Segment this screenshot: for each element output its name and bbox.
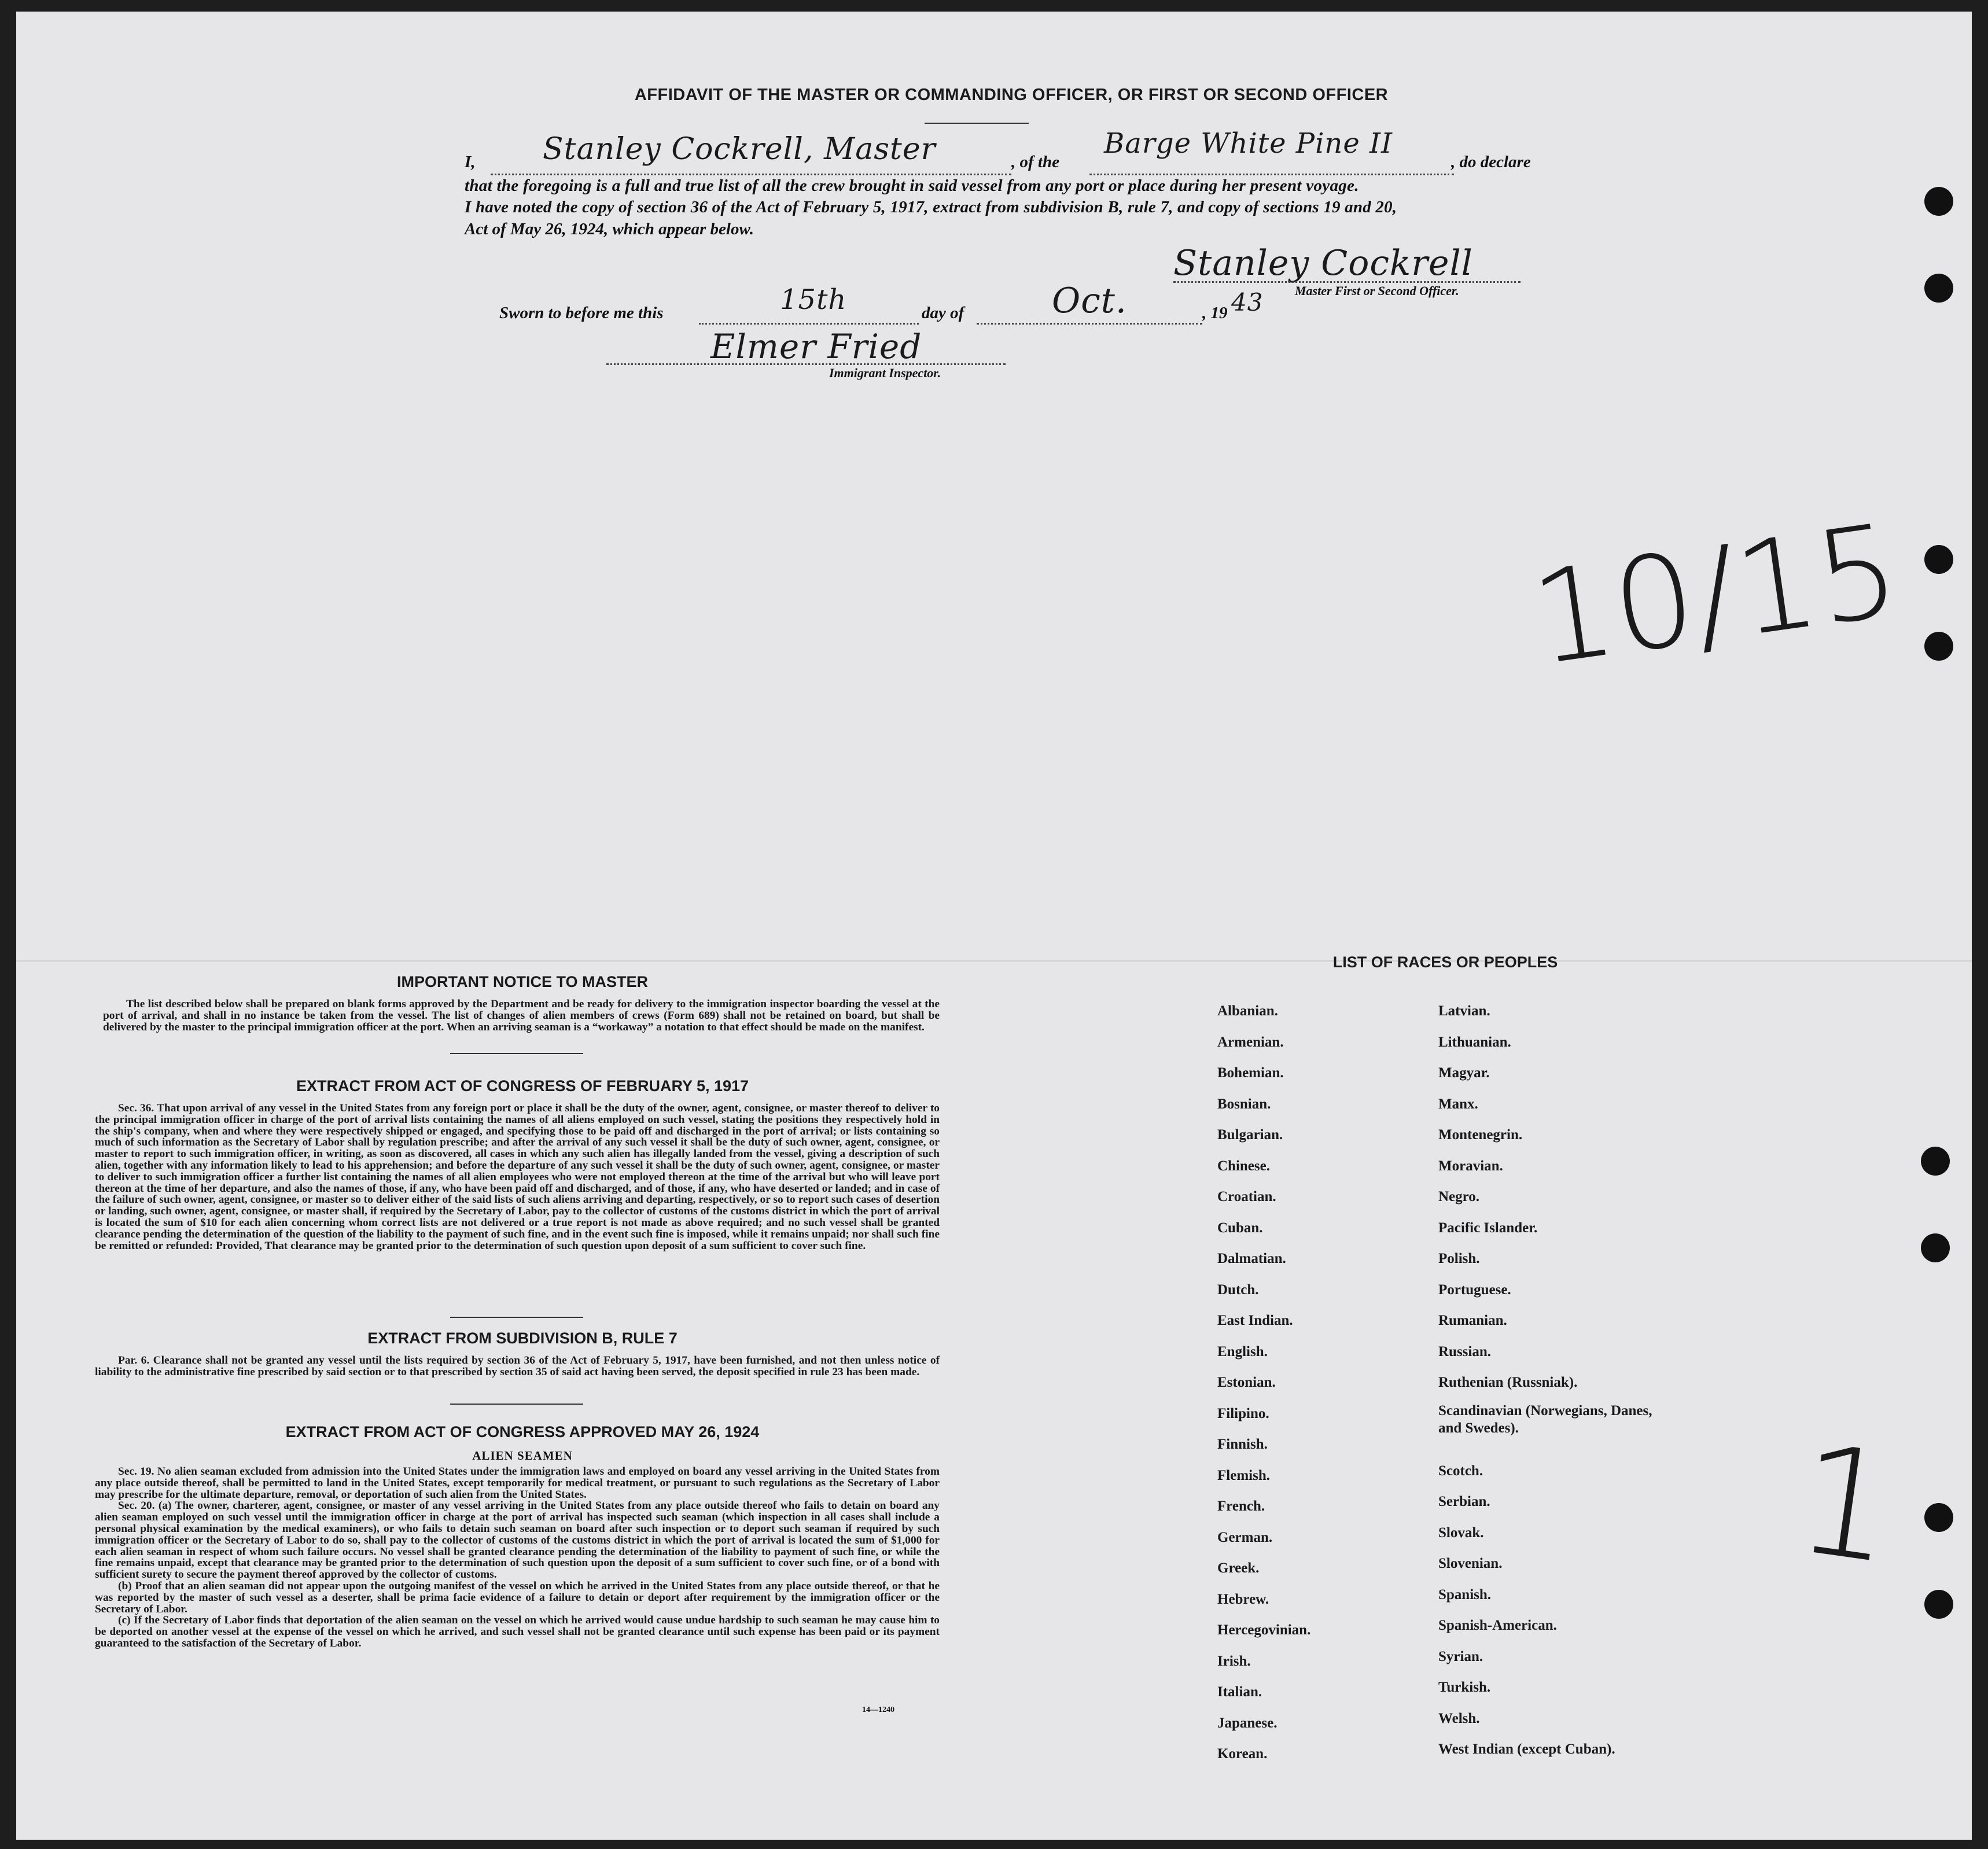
divider [450, 1053, 583, 1054]
race-item: Bulgarian. [1217, 1127, 1283, 1143]
race-item: Chinese. [1217, 1158, 1270, 1174]
race-item: Pacific Islander. [1438, 1220, 1538, 1236]
par-6-paragraph: Par. 6. Clearance shall not be granted any vessel until the lists required by section 36 of the Act of February 5, 1917, have been furnished, and not then unless notice of liability to the administrative fine prescribed by said section or to that prescribed by section 35 of said act having been served, the deposit specified in rule 23 has been made. [95, 1354, 940, 1378]
notice-text [103, 999, 940, 1033]
race-item: West Indian (except Cuban). [1438, 1741, 1615, 1757]
race-item: Syrian. [1438, 1648, 1483, 1664]
sworn-year-prefix: , 19 [1202, 304, 1228, 322]
punch-hole [1921, 1147, 1950, 1176]
punch-hole [1924, 187, 1953, 216]
affidavit-do-declare: , do declare [1451, 153, 1531, 171]
race-item: Flemish. [1217, 1467, 1270, 1483]
name-blank [491, 174, 1011, 175]
sec-36-paragraph: Sec. 36. That upon arrival of any vessel in the United States from any foreign port or place it shall be the duty of the owner, agent, consignee, or master thereof to deliver to the principal immigration officer in charge of the port of arrival lists containing the names of all aliens employed on such vessel, stating the positions they respectively hold in the ship's company, when and where they were respectively shipped or engaged, and specifying those to be paid off and discharged in the port of arrival; or lists containing so much of such information as the Secretary of Labor shall by regulation prescribe; and after the arrival of any such vessel it shall be the duty of such owner, agent, consignee, or master to report to such immigration officer, in writing, as soon as discovered, all cases in which any such alien has illegally landed from the vessel, giving a description of such alien, together with any information likely to lead to his apprehension; and before the departure of any such vessel it shall be the duty of such owner, agent, consignee, or master to deliver to such immigration officer a further list containing the names of all alien employees who were not employed thereon at the time of the arrival but who will leave port thereon at the time of her departure, and also the names of those, if any, who have been paid off and discharged, and of those, if any, who have deserted or landed; and in case of the failure of such owner, agent, consignee, or master so to deliver either of the said lists of such aliens arriving and departing, respectively, or so to report such cases of desertion or landing, such owner, agent, consignee, or master shall, if required by the Secretary of Labor, pay to the collector of customs of the customs district in which the port of arrival is located the sum of $10 for each alien concerning whom correct lists are not delivered or a true report is not made as above required; and no such vessel shall be granted clearance pending the determination of the question of the liability to the payment of such fine, and in the event such fine is imposed, while it remains unpaid; nor shall such fine be remitted or refunded: Provided, That clearance may be granted prior to the determination of such question upon deposit of a sum sufficient to cover such fine. [95, 1102, 940, 1252]
race-item: Greek. [1217, 1560, 1260, 1576]
race-item: Serbian. [1438, 1494, 1490, 1509]
signature-line [1173, 281, 1521, 283]
sec-20b-paragraph: (b) Proof that an alien seaman did not appear upon the outgoing manifest of the vessel on which he arrived in the United States from any place outside thereof, or that he was reported by the master of such vessel as a deserter, shall be prima facie evidence of a failure to detain or deport after requirement by the immigration officer or the Secretary of Labor. [95, 1579, 940, 1615]
extract-1917-text [95, 1103, 940, 1251]
race-item: Scandinavian (Norwegians, Danes, and Swedes). [1438, 1402, 1652, 1436]
sworn-day-blank [699, 323, 919, 325]
race-item: Polish. [1438, 1251, 1480, 1266]
affidavit-body-line4: Act of May 26, 1924, which appear below. [465, 220, 754, 238]
race-item: Portuguese. [1438, 1281, 1511, 1298]
title-divider [925, 123, 1029, 124]
race-item: Moravian. [1438, 1158, 1503, 1174]
punch-hole [1924, 545, 1953, 574]
affidavit-body-line3: I have noted the copy of section 36 of the Act of February 5, 1917, extract from subdivision B, rule 7, and copy of sections 19 and 20, [465, 198, 1397, 216]
sec-20a-paragraph: Sec. 20. (a) The owner, charterer, agent, consignee, or master of any vessel arriving in the United States from any place outside thereof who fails to detain on board any alien seaman employed on such vessel until the immigration officer in charge at the port of arrival has inspected such seaman (which inspection in all cases shall include a personal physical examination by the medical examiners), or who fails to detain such seaman on board after such inspection or to deport such seaman if required by such immigration officer or the Secretary of Labor to do so, shall pay to the collector of customs of the customs district in which the port of arrival is located the sum of $1,000 for each alien seaman in respect of whom such failure occurs. No vessel shall be granted clearance pending the determination of the liability to payment of such fine, or while the fine remains unpaid, except that clearance may be granted prior to the determination of such question upon the deposit of a sum sufficient to cover such fine, or of a bond with sufficient surety to secure the payment thereof approved by the collector of customs. [95, 1500, 940, 1581]
sworn-prefix: Sworn to before me this [499, 304, 664, 322]
punch-hole [1924, 1590, 1953, 1619]
divider [450, 1404, 583, 1405]
race-item: Scotch. [1438, 1463, 1483, 1479]
notice-title: IMPORTANT NOTICE TO MASTER [397, 973, 648, 990]
race-item: Albanian. [1217, 1003, 1278, 1019]
alien-seamen-subtitle: ALIEN SEAMEN [472, 1449, 573, 1463]
sworn-month-handwritten: Oct. [1052, 281, 1127, 321]
race-item: Croatian. [1217, 1189, 1276, 1205]
race-item: Cuban. [1217, 1220, 1263, 1236]
race-item: Montenegrin. [1438, 1127, 1523, 1143]
race-item: Lithuanian. [1438, 1034, 1511, 1050]
race-item: Hercegovinian. [1217, 1622, 1311, 1638]
race-item: Magyar. [1438, 1065, 1490, 1081]
vessel-name-handwritten: Barge White Pine II [1104, 127, 1393, 160]
race-item: Spanish-American. [1438, 1618, 1557, 1633]
notice-paragraph: The list described below shall be prepared on blank forms approved by the Department and be ready for delivery to the immigration inspector boarding the vessel at the port of arrival, and shall in no instance be taken from the vessel. The list of changes of alien members of crews (Form 689) shall not be retained on board, but shall be delivered by the master to the principal immigration officer at the port. When an arriving seaman is a “workaway” a notation to that effect should be made on the manifest. [103, 998, 940, 1033]
subdivision-b-text [95, 1355, 940, 1378]
punch-hole [1921, 1233, 1950, 1262]
race-item: Manx. [1438, 1096, 1478, 1112]
sworn-day-handwritten: 15th [780, 283, 847, 316]
race-item: English. [1217, 1343, 1268, 1360]
race-item: Japanese. [1217, 1715, 1278, 1731]
divider [450, 1317, 583, 1318]
master-signature: Stanley Cockrell [1173, 243, 1473, 283]
race-item: Turkish. [1438, 1679, 1491, 1695]
affidavit-body-line2: that the foregoing is a full and true list of all the crew brought in said vessel from any port or place during her present voyage. [465, 176, 1359, 195]
race-item: Armenian. [1217, 1034, 1284, 1050]
races-title: LIST OF RACES OR PEOPLES [1332, 953, 1558, 971]
punch-hole [1924, 274, 1953, 303]
extract-1917-title: EXTRACT FROM ACT OF CONGRESS OF FEBRUARY 5, 1917 [296, 1077, 749, 1095]
race-item: Irish. [1217, 1653, 1251, 1669]
punch-hole [1924, 1503, 1953, 1532]
race-item: Welsh. [1438, 1710, 1480, 1726]
inspector-line [606, 363, 1006, 365]
race-item: Negro. [1438, 1189, 1480, 1205]
race-item: Bohemian. [1217, 1065, 1284, 1081]
race-item: Rumanian. [1438, 1313, 1507, 1328]
race-item: East Indian. [1217, 1313, 1293, 1328]
fold-line [16, 960, 1972, 962]
race-item: Hebrew. [1217, 1591, 1269, 1607]
extract-1924-title: EXTRACT FROM ACT OF CONGRESS APPROVED MAY 26, 1924 [285, 1423, 760, 1441]
race-item: Slovenian. [1438, 1556, 1503, 1571]
affidavit-line1-prefix: I, [465, 153, 476, 171]
sec-19-paragraph: Sec. 19. No alien seaman excluded from admission into the United States under the immigration laws and employed on board any vessel arriving in the United States from any place outside thereof, shall be permitted to land in the United States, except temporarily for medical treatment, or pursuant to such regulations as the Secretary of Labor may prescribe for the ultimate departure, removal, or deportation of such alien from the United States. [95, 1465, 940, 1501]
sec-20c-paragraph: (c) If the Secretary of Labor finds that deportation of the alien seaman on the vessel on which he arrived would cause undue hardship to such seaman he may cause him to be deported on another vessel at the expense of the vessel on which he arrived, and such vessel shall not be granted clearance until such expense has been paid or its payment guaranteed to the satisfaction of the Secretary of Labor. [95, 1614, 940, 1649]
race-item: Estonian. [1217, 1375, 1276, 1390]
master-name-handwritten: Stanley Cockrell, Master [543, 132, 936, 167]
extract-1924-text [95, 1466, 940, 1649]
affidavit-of-the: , of the [1011, 153, 1059, 171]
race-item: French. [1217, 1498, 1265, 1514]
inspector-signature: Elmer Fried [710, 327, 922, 366]
signature-caption: Master First or Second Officer. [1295, 283, 1459, 298]
race-item: Dalmatian. [1217, 1251, 1286, 1266]
race-item: Filipino. [1217, 1405, 1269, 1421]
sworn-day-of: day of [922, 304, 964, 322]
affidavit-title: AFFIDAVIT OF THE MASTER OR COMMANDING OFFICER, OR FIRST OR SECOND OFFICER [634, 86, 1389, 104]
race-item: Finnish. [1217, 1437, 1268, 1452]
inspector-caption: Immigrant Inspector. [829, 366, 941, 380]
race-item: Slovak. [1438, 1524, 1484, 1541]
punch-hole [1924, 632, 1953, 661]
race-item: German. [1217, 1529, 1273, 1545]
subdivision-b-title: EXTRACT FROM SUBDIVISION B, RULE 7 [367, 1329, 678, 1347]
vessel-blank [1089, 174, 1454, 175]
date-note-handwritten: 10/15 [1523, 496, 1908, 694]
race-item: Korean. [1217, 1746, 1268, 1762]
race-item: Bosnian. [1217, 1096, 1271, 1112]
race-item: Ruthenian (Russniak). [1438, 1375, 1578, 1390]
race-item: Latvian. [1438, 1003, 1490, 1019]
race-item: Italian. [1217, 1684, 1262, 1700]
form-number: 14—1240 [862, 1706, 894, 1714]
race-item: Dutch. [1217, 1281, 1259, 1298]
sworn-month-blank [977, 323, 1202, 325]
page-mark-handwritten: 1 [1786, 1411, 1906, 1598]
race-item: Russian. [1438, 1343, 1492, 1360]
document-page [16, 12, 1972, 1840]
race-item: Spanish. [1438, 1586, 1492, 1603]
sworn-year-handwritten: 43 [1231, 288, 1264, 316]
